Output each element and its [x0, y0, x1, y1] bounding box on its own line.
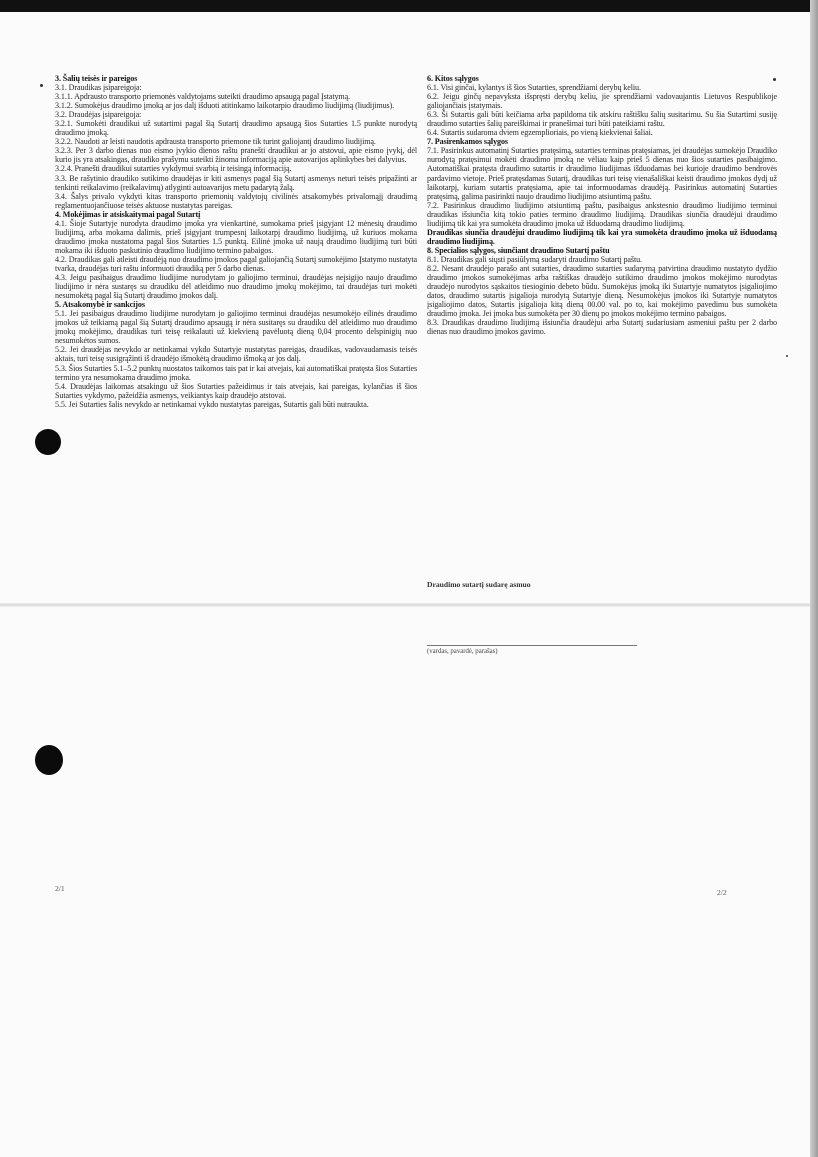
clause-paragraph: 3.2. Draudėjas įsipareigoja:	[55, 110, 142, 120]
clause-paragraph: 8.1. Draudikas gali siųsti pasiūlymą sudaryti draudimo Sutartį paštu.	[427, 254, 642, 264]
section-heading: 8. Specialios sąlygos, siunčiant draudimo Sutartį paštu	[427, 245, 610, 255]
scan-border-top	[0, 0, 818, 12]
clause-paragraph: 5.2. Jei draudėjas nevykdo ar netinkamai vykdo Sutartyje nustatytas pareigas, draudikas, vadovaudamasis teisės aktais, turi teisę susigrąžinti iš draudėjo išmokėtą draudimo išmoką ar jos dalį.	[55, 345, 417, 364]
clause-paragraph: 5.5. Jei Sutarties šalis nevykdo ar netinkamai vykdo nustatytas pareigas, Sutartis gali būti nutraukta.	[55, 399, 369, 409]
clause-paragraph: 6.2. Jeigu ginčų nepavyksta išspręsti derybų keliu, jie sprendžiami vadovaujantis Lietuvos Respublikoje galiojančiais įstatymais.	[427, 92, 777, 111]
scan-border-right	[810, 0, 818, 1157]
clause-paragraph: 5.4. Draudėjas laikomas atsakingu už šios Sutarties pažeidimus ir tais atvejais, kai pareigas, kylančias iš šios Sutarties vykdymo, pažeidžia asmenys, veikiantys kaip draudėjo atstovai.	[55, 381, 417, 400]
section-heading: 6. Kitos sąlygos	[427, 74, 479, 83]
page-number-left: 2/1	[55, 884, 65, 893]
signature-caption: (vardas, pavardė, parašas)	[427, 648, 498, 655]
scan-speck	[40, 84, 43, 87]
clause-paragraph: 3.1.2. Sumokėjus draudimo įmoką ar jos dalį išduoti atitinkamo laikotarpio draudimo liudijimą (liudijimus).	[55, 101, 395, 111]
section-heading: 4. Mokėjimas ir atsiskaitymai pagal Sutartį	[55, 209, 201, 219]
section-heading: 5. Atsakomybė ir sankcijos	[55, 300, 145, 310]
clause-paragraph: 3.2.2. Naudoti ar leisti naudotis apdrausta transporto priemone tik turint galiojantį draudimo liudijimą.	[55, 137, 376, 147]
scan-speck	[786, 355, 788, 357]
clause-paragraph: 4.3. Jeigu pasibaigus draudimo liudijime nurodytam jo galiojimo terminui, draudėjas neįsigijo naujo draudimo liudijimo ir nėra sustaręs su draudiku dėl atleidimo nuo draudimo įmokų mokėjimo, tai draudėjas turi mokėti nesumokėtą pagal šią Sutartį draudimo įmokos dalį.	[55, 273, 417, 301]
clause-paragraph: 4.2. Draudikas gali atleisti draudėją nuo draudimo įmokos pagal galiojančią Sutartį sumokėjimo Įstatymo nustatyta tvarka, draudėjas turi raštu informuoti draudiką per 5 darbo dienas.	[55, 254, 417, 273]
punch-hole-bottom	[35, 745, 63, 775]
clause-paragraph: 6.4. Sutartis sudaroma dviem egzemplioriais, po vieną kiekvienai šaliai.	[427, 128, 653, 138]
clause-paragraph: 3.3. Be rašytinio draudiko sutikimo draudėjas ir kiti asmenys pagal šią Sutartį asmenys neturi teisės pripažinti ar tenkinti reikalavimo (reikalavimų) atlyginti autoavarijos metu padarytą žalą.	[55, 173, 417, 192]
page-fold-line	[0, 603, 810, 607]
clause-paragraph: 3.2.1. Sumokėti draudikui už sutartimi pagal šią Sutartį draudimo apsaugą šios Sutarties 1.5 punkte nurodytą draudimo įmoką.	[55, 119, 417, 138]
clause-paragraph: 5.3. Šios Sutarties 5.1–5.2 punktų nuostatos taikomos tais pat ir kai atvejais, kai automatiškai pratęsta šios Sutarties termino yra nesumokama draudimo įmoka.	[55, 363, 417, 382]
signature-label: Draudimo sutartį sudarę asmuo	[427, 580, 531, 589]
section-heading: 7. Pasirenkamos sąlygos	[427, 137, 508, 147]
section-heading: Draudikas siunčia draudėjui draudimo liudijimą tik kai yra sumokėta draudimo įmoka už išduodamą draudimo liudijimą.	[427, 227, 777, 246]
clause-paragraph: 6.1. Visi ginčai, kylantys iš šios Sutarties, sprendžiami derybų keliu.	[427, 83, 641, 93]
scan-speck	[773, 78, 776, 81]
clause-paragraph: 3.1. Draudikas įsipareigoja:	[55, 83, 142, 93]
right-column	[427, 74, 777, 336]
clause-paragraph: 7.2. Pasirinkus draudimo liudijimo atsiuntimą paštu, pasibaigus ankstesnio draudimo liudijimo terminui draudikas išsiunčia kitą tokio paties termino draudimo liudijimą. Draudikas siunčia draudėjui draudimo liudijimą tik kai yra sumokėta draudimo įmoka už išduodamą draudimo liudijimą.	[427, 200, 777, 228]
clause-paragraph: 8.3. Draudikas draudimo liudijimą išsiunčia draudėjui arba Sutartį sudariusiam asmeniui paštu per 2 darbo dienas nuo draudimo įmokos gavimo.	[427, 318, 777, 337]
left-column	[55, 74, 417, 409]
punch-hole-top	[35, 429, 61, 455]
clause-paragraph: 3.4. Šalys privalo vykdyti kitas transporto priemonių valdytojų civilinės atsakomybės privalomąjį draudimą reglamentuojančiuose teisės aktuose nustatytas pareigas.	[55, 191, 417, 210]
clause-paragraph: 3.2.4. Pranešti draudikui sutarties vykdymui svarbią ir teisingą informaciją.	[55, 164, 292, 174]
section-heading: 3. Šalių teisės ir pareigos	[55, 74, 138, 83]
signature-line	[427, 645, 637, 646]
clause-paragraph: 4.1. Šioje Sutartyje nurodyta draudimo įmoka yra vienkartinė, sumokama prieš įsigyjant 12 mėnesių draudimo liudijimą, arba mokama dalimis, prieš įsigyjant trumpesnį laikotarpį draudimo liudijimą, už kuriuos mokama draudimo įmoka nustatoma pagal šios Sutarties 1.5 punktą. Eilinė įmoka už naują draudimo liudijimą turi būti mokama iki išduoto paskutinio draudimo liudijimo termino pabaigos.	[55, 218, 417, 255]
clause-paragraph: 3.1.1. Apdrausto transporto priemonės valdytojams suteikti draudimo apsaugą pagal Įstatymą.	[55, 92, 351, 102]
clause-paragraph: 6.3. Ši Sutartis gali būti keičiama arba papildoma tik atskiru raštišku šalių susitarimu. Su šia Sutartimi susiję draudimo sutarties šalių pareiškimai ir pranešimai turi būti pateikiami raštu.	[427, 110, 777, 129]
clause-paragraph: 3.2.3. Per 3 darbo dienas nuo eismo įvykio dienos raštu pranešti draudikui ar jo atstovui, apie eismo įvykį, dėl kurio jis yra atsakingas, draudiko prašymu suteikti žinoma informaciją apie autovarijos aplinkybes bei dalyvius.	[55, 146, 417, 165]
page-number-right: 2/2	[717, 888, 727, 897]
clause-paragraph: 5.1. Jei pasibaigus draudimo liudijime nurodytam jo galiojimo terminui draudėjas nesumokėjo eilinės draudimo įmokos už teikiamą pagal šią Sutartį draudimo apsaugą ir nėra susitaręs su draudiku dėl atleidimo nuo draudimo įmokų mokėjimo, draudikas turi teisę reikalauti už kiekvieną pavėluotą dieną 0,04 procento delspinigių nuo nesumokėtos sumos.	[55, 309, 417, 346]
clause-paragraph: 8.2. Nesant draudėjo parašo ant sutarties, draudimo sutarties sudarymą patvirtina draudimo nustatyto dydžio draudimo įmokos sumokėjimas arba raštiškas draudėjo sutikimo draudimo įmokos mokėjimo nurodytas draudėjo nurodytos sąskaitos tiesioginio debeto būdu. Sumokėjus įmoką iki Sutartyje numatytos įsigaliojimo datos, draudimo sutartis įsigalioja nurodytą Sutartyje dieną. Nesumokėjus įmokos iki Sutartyje numatytos įsigaliojimo datos, Sutartis įsigalioja kitą dieną 00.00 val. po to, kai mokėjimo pavedimu bus sumokėta draudimo įmoka. Jei įmoka bus sumokėta per 30 dienų po įmokos mokėjimo termino pabaigos.	[427, 263, 777, 319]
clause-paragraph: 7.1. Pasirinkus automatinį Sutarties pratęsimą, sutarties terminas pratęsiamas, jei draudėjas sumokėjo Draudiko nurodytą pratęsimui mokėti draudimo įmoką ne vėliau kaip prieš 5 dienas nuo šios sutarties pasibaigimo. Automatiškai pratęsta draudimo sutartis ir draudimo liudijimas išduodamas bei kurioje draudimo bendrovės pardavimo vietoje. Prieš pratęsdamas Sutartį, draudikas turi teisę vienašališkai keisti draudimo įmokos dydį už laikotarpį, kuriam sutartis pratęsiama, apie tai informuodamas draudėją. Pasirinkus automatinį Sutarties pratęsimą, galima pasirinkti naujo draudimo liudijimo atsiuntimą paštu.	[427, 146, 777, 201]
